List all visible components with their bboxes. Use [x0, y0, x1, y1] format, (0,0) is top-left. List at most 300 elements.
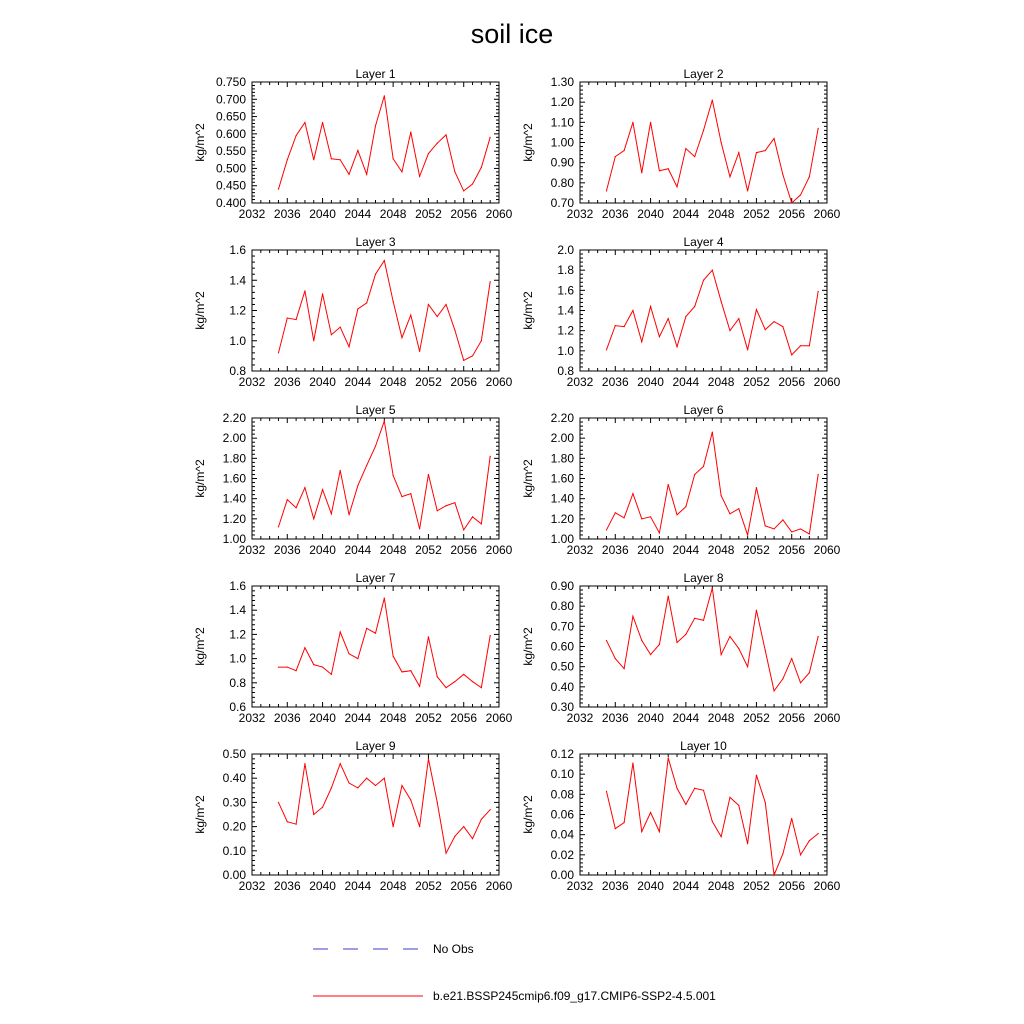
data-point	[375, 274, 376, 275]
data-point	[809, 176, 810, 177]
data-point	[366, 302, 367, 303]
y-axis-label: kg/m^2	[521, 291, 535, 330]
x-tick-label: 2056	[778, 375, 806, 389]
data-point	[747, 349, 748, 350]
figure-title: soil ice	[470, 19, 554, 49]
data-point	[401, 496, 402, 497]
data-point	[419, 826, 420, 827]
x-tick-label: 2044	[672, 207, 700, 221]
plot-frame	[580, 250, 827, 371]
data-point	[606, 640, 607, 641]
y-tick-label: 0.70	[550, 196, 574, 210]
x-tick-label: 2060	[485, 879, 513, 893]
data-point	[800, 528, 801, 529]
data-point	[331, 334, 332, 335]
data-point	[632, 762, 633, 763]
data-point	[747, 190, 748, 191]
data-point	[481, 687, 482, 688]
y-tick-label: 0.600	[215, 126, 246, 141]
x-tick-label: 2052	[743, 375, 770, 389]
data-point	[313, 159, 314, 160]
data-point	[729, 636, 730, 637]
panel-layer-9	[193, 739, 513, 893]
data-point	[384, 598, 385, 599]
data-point	[712, 821, 713, 822]
data-point	[641, 172, 642, 173]
y-tick-label: 2.0	[557, 243, 574, 257]
data-point	[419, 686, 420, 687]
x-tick-label: 2036	[273, 879, 301, 893]
data-point	[659, 336, 660, 337]
y-tick-label: 0.60	[550, 639, 574, 654]
panel-layer-10	[521, 739, 841, 893]
panel-title: Layer 5	[355, 403, 396, 417]
data-point	[490, 635, 491, 636]
y-axis-label: kg/m^2	[193, 627, 207, 666]
data-point	[738, 508, 739, 509]
x-tick-label: 2040	[637, 375, 664, 389]
y-tick-label: 0.10	[550, 767, 574, 782]
data-point	[809, 672, 810, 673]
x-tick-label: 2048	[379, 543, 407, 557]
data-point	[437, 316, 438, 317]
data-point	[304, 647, 305, 648]
data-point	[375, 785, 376, 786]
data-point	[818, 291, 819, 292]
x-tick-label: 2052	[415, 375, 442, 389]
data-point	[366, 628, 367, 629]
data-point	[472, 183, 473, 184]
x-tick-label: 2032	[566, 375, 594, 389]
plot-frame	[580, 418, 827, 539]
y-tick-label: 1.8	[557, 263, 574, 278]
data-point	[685, 804, 686, 805]
data-point	[694, 788, 695, 789]
data-point	[296, 670, 297, 671]
data-point	[800, 345, 801, 346]
data-point	[800, 854, 801, 855]
data-point	[756, 309, 757, 310]
data-point	[331, 158, 332, 159]
data-point	[366, 778, 367, 779]
data-point	[481, 167, 482, 168]
data-point	[800, 194, 801, 195]
y-tick-label: 0.80	[550, 175, 574, 190]
data-point	[729, 513, 730, 514]
y-tick-label: 1.20	[550, 511, 574, 526]
data-point	[756, 487, 757, 488]
y-axis-label: kg/m^2	[193, 123, 207, 162]
data-point	[348, 174, 349, 175]
x-tick-label: 2032	[566, 543, 594, 557]
y-tick-label: 0.10	[222, 843, 246, 858]
data-point	[437, 802, 438, 803]
data-point	[340, 159, 341, 160]
data-point	[721, 142, 722, 143]
x-tick-label: 2052	[743, 711, 770, 725]
data-point	[366, 465, 367, 466]
y-tick-label: 1.00	[550, 532, 574, 546]
x-tick-label: 2036	[273, 375, 301, 389]
data-point	[304, 122, 305, 123]
data-point	[703, 790, 704, 791]
data-point	[393, 826, 394, 827]
y-tick-label: 1.10	[550, 115, 574, 130]
x-tick-label: 2060	[485, 711, 513, 725]
y-axis-label: kg/m^2	[521, 459, 535, 498]
x-tick-label: 2048	[707, 879, 735, 893]
y-tick-label: 1.60	[222, 471, 246, 486]
data-point	[721, 654, 722, 655]
data-point	[747, 534, 748, 535]
data-point	[641, 831, 642, 832]
data-point	[454, 330, 455, 331]
data-point	[454, 681, 455, 682]
data-point	[278, 352, 279, 353]
x-tick-label: 2056	[778, 207, 806, 221]
data-point	[340, 631, 341, 632]
data-point	[624, 822, 625, 823]
data-point	[747, 843, 748, 844]
series-line	[606, 588, 818, 691]
data-point	[668, 318, 669, 319]
x-tick-label: 2048	[707, 207, 735, 221]
x-tick-label: 2056	[450, 879, 478, 893]
data-point	[401, 337, 402, 338]
x-tick-label: 2052	[415, 879, 442, 893]
y-tick-label: 1.80	[222, 451, 246, 466]
data-point	[809, 840, 810, 841]
data-point	[384, 260, 385, 261]
data-point	[357, 787, 358, 788]
y-axis-label: kg/m^2	[193, 459, 207, 498]
data-point	[747, 666, 748, 667]
data-point	[721, 301, 722, 302]
y-tick-label: 1.40	[222, 491, 246, 506]
data-point	[632, 616, 633, 617]
data-point	[445, 134, 446, 135]
data-point	[322, 666, 323, 667]
data-point	[445, 853, 446, 854]
data-point	[428, 304, 429, 305]
panel-layer-4	[521, 235, 841, 389]
y-tick-label: 1.6	[229, 243, 246, 257]
y-tick-label: 0.50	[550, 659, 574, 674]
x-tick-label: 2056	[778, 879, 806, 893]
data-point	[313, 664, 314, 665]
data-point	[624, 668, 625, 669]
x-tick-label: 2056	[450, 375, 478, 389]
x-tick-label: 2036	[601, 207, 629, 221]
x-tick-label: 2048	[379, 879, 407, 893]
data-point	[791, 658, 792, 659]
data-point	[410, 799, 411, 800]
panel-layer-2	[521, 67, 841, 221]
data-point	[454, 171, 455, 172]
y-tick-label: 0.50	[222, 747, 246, 761]
x-tick-label: 2036	[601, 375, 629, 389]
data-point	[393, 158, 394, 159]
data-point	[773, 874, 774, 875]
y-tick-label: 0.08	[550, 787, 574, 802]
data-point	[659, 831, 660, 832]
data-point	[721, 836, 722, 837]
series-line	[606, 270, 818, 355]
data-point	[445, 505, 446, 506]
series-line	[606, 432, 818, 535]
data-point	[791, 818, 792, 819]
x-tick-label: 2032	[566, 711, 594, 725]
y-tick-label: 1.30	[550, 75, 574, 89]
x-tick-label: 2032	[566, 207, 594, 221]
data-point	[738, 805, 739, 806]
data-point	[472, 681, 473, 682]
data-point	[641, 640, 642, 641]
data-point	[765, 329, 766, 330]
y-tick-label: 0.700	[215, 92, 246, 107]
y-tick-label: 0.750	[215, 75, 246, 89]
data-point	[773, 138, 774, 139]
data-point	[340, 763, 341, 764]
data-point	[676, 514, 677, 515]
data-point	[463, 529, 464, 530]
data-point	[322, 807, 323, 808]
data-point	[773, 321, 774, 322]
data-point	[703, 130, 704, 131]
data-point	[401, 785, 402, 786]
data-point	[685, 634, 686, 635]
data-point	[615, 512, 616, 513]
x-tick-label: 2060	[813, 375, 841, 389]
data-point	[366, 174, 367, 175]
y-tick-label: 1.2	[229, 627, 246, 642]
y-axis-label: kg/m^2	[521, 627, 535, 666]
data-point	[463, 674, 464, 675]
data-point	[668, 168, 669, 169]
data-point	[481, 340, 482, 341]
y-tick-label: 0.30	[550, 700, 574, 714]
data-point	[676, 186, 677, 187]
data-point	[685, 148, 686, 149]
data-point	[490, 281, 491, 282]
data-point	[481, 819, 482, 820]
data-point	[401, 671, 402, 672]
data-point	[490, 137, 491, 138]
data-point	[322, 293, 323, 294]
y-tick-label: 1.0	[557, 343, 574, 358]
plot-frame	[252, 586, 499, 707]
x-tick-label: 2044	[344, 375, 372, 389]
data-point	[348, 782, 349, 783]
data-point	[348, 346, 349, 347]
y-tick-label: 0.90	[550, 155, 574, 170]
y-tick-label: 0.04	[550, 827, 574, 842]
plot-frame	[580, 754, 827, 875]
data-point	[650, 516, 651, 517]
x-tick-label: 2048	[707, 711, 735, 725]
panel-title: Layer 4	[683, 235, 724, 249]
y-tick-label: 0.8	[229, 364, 246, 378]
data-point	[322, 489, 323, 490]
y-tick-label: 0.00	[550, 868, 574, 882]
data-point	[782, 519, 783, 520]
data-point	[375, 633, 376, 634]
data-point	[668, 595, 669, 596]
y-tick-label: 0.500	[215, 161, 246, 176]
data-point	[773, 528, 774, 529]
x-tick-label: 2036	[273, 207, 301, 221]
y-tick-label: 1.20	[550, 95, 574, 110]
data-point	[287, 317, 288, 318]
data-point	[296, 135, 297, 136]
data-point	[676, 788, 677, 789]
x-tick-label: 2044	[672, 711, 700, 725]
y-tick-label: 0.6	[229, 700, 246, 714]
data-point	[615, 325, 616, 326]
data-point	[659, 170, 660, 171]
data-point	[818, 128, 819, 129]
legend-label-model: b.e21.BSSP245cmip6.f09_g17.CMIP6-SSP2-4.5.001	[433, 989, 716, 1003]
data-point	[331, 513, 332, 514]
x-tick-label: 2032	[238, 375, 266, 389]
data-point	[384, 778, 385, 779]
data-point	[659, 532, 660, 533]
data-point	[278, 666, 279, 667]
data-point	[375, 125, 376, 126]
y-tick-label: 1.4	[229, 603, 246, 618]
panel-title: Layer 3	[355, 235, 396, 249]
data-point	[632, 122, 633, 123]
data-point	[712, 432, 713, 433]
x-tick-label: 2048	[379, 207, 407, 221]
series-line	[278, 598, 490, 688]
data-point	[340, 327, 341, 328]
data-point	[615, 828, 616, 829]
panel-layer-1	[193, 67, 513, 221]
plot-frame	[580, 82, 827, 203]
y-tick-label: 1.2	[557, 323, 574, 338]
y-tick-label: 0.40	[550, 679, 574, 694]
data-point	[712, 270, 713, 271]
data-point	[357, 308, 358, 309]
data-point	[304, 487, 305, 488]
y-tick-label: 0.12	[550, 747, 574, 761]
data-point	[454, 836, 455, 837]
data-point	[375, 446, 376, 447]
data-point	[668, 484, 669, 485]
data-point	[278, 802, 279, 803]
x-tick-label: 2040	[309, 711, 336, 725]
data-point	[756, 610, 757, 611]
y-tick-label: 2.20	[550, 411, 574, 425]
data-point	[721, 495, 722, 496]
data-point	[624, 150, 625, 151]
data-point	[650, 306, 651, 307]
data-point	[357, 485, 358, 486]
data-point	[348, 653, 349, 654]
data-point	[729, 797, 730, 798]
data-point	[632, 310, 633, 311]
x-tick-label: 2060	[813, 879, 841, 893]
x-tick-label: 2040	[309, 879, 336, 893]
series-line	[278, 421, 490, 530]
x-tick-label: 2036	[601, 711, 629, 725]
x-tick-label: 2032	[566, 879, 594, 893]
data-point	[632, 493, 633, 494]
data-point	[615, 658, 616, 659]
x-tick-label: 2040	[637, 207, 664, 221]
data-point	[606, 349, 607, 350]
x-tick-label: 2052	[743, 879, 770, 893]
data-point	[278, 189, 279, 190]
x-tick-label: 2036	[601, 879, 629, 893]
x-tick-label: 2040	[309, 375, 336, 389]
x-tick-label: 2060	[485, 543, 513, 557]
x-tick-label: 2032	[238, 543, 266, 557]
data-point	[296, 824, 297, 825]
data-point	[818, 636, 819, 637]
data-point	[304, 763, 305, 764]
data-point	[712, 100, 713, 101]
data-point	[490, 456, 491, 457]
legend-label-no-obs: No Obs	[433, 942, 474, 956]
data-point	[615, 156, 616, 157]
data-point	[428, 474, 429, 475]
data-point	[428, 758, 429, 759]
x-tick-label: 2048	[379, 711, 407, 725]
y-axis-label: kg/m^2	[193, 291, 207, 330]
data-point	[287, 666, 288, 667]
y-tick-label: 0.30	[222, 795, 246, 810]
x-tick-label: 2048	[379, 375, 407, 389]
data-point	[703, 620, 704, 621]
data-point	[463, 826, 464, 827]
data-point	[765, 650, 766, 651]
x-tick-label: 2060	[485, 207, 513, 221]
data-point	[437, 676, 438, 677]
data-point	[685, 506, 686, 507]
data-point	[393, 475, 394, 476]
data-point	[410, 493, 411, 494]
data-point	[472, 355, 473, 356]
data-point	[765, 525, 766, 526]
data-point	[782, 853, 783, 854]
x-tick-label: 2056	[450, 543, 478, 557]
y-axis-label: kg/m^2	[193, 795, 207, 834]
x-tick-label: 2032	[238, 879, 266, 893]
x-tick-label: 2060	[813, 711, 841, 725]
data-point	[791, 354, 792, 355]
x-tick-label: 2048	[707, 375, 735, 389]
y-tick-label: 1.6	[557, 283, 574, 298]
data-point	[676, 346, 677, 347]
data-point	[331, 674, 332, 675]
y-tick-label: 0.450	[215, 178, 246, 193]
data-point	[641, 518, 642, 519]
data-point	[401, 171, 402, 172]
panel-title: Layer 9	[355, 739, 396, 753]
data-point	[384, 95, 385, 96]
data-point	[782, 326, 783, 327]
data-point	[738, 318, 739, 319]
plot-frame	[580, 586, 827, 707]
data-point	[384, 420, 385, 421]
x-tick-label: 2048	[707, 543, 735, 557]
plot-frame	[252, 754, 499, 875]
data-point	[791, 531, 792, 532]
series-line	[278, 759, 490, 853]
y-tick-label: 0.400	[215, 196, 246, 210]
